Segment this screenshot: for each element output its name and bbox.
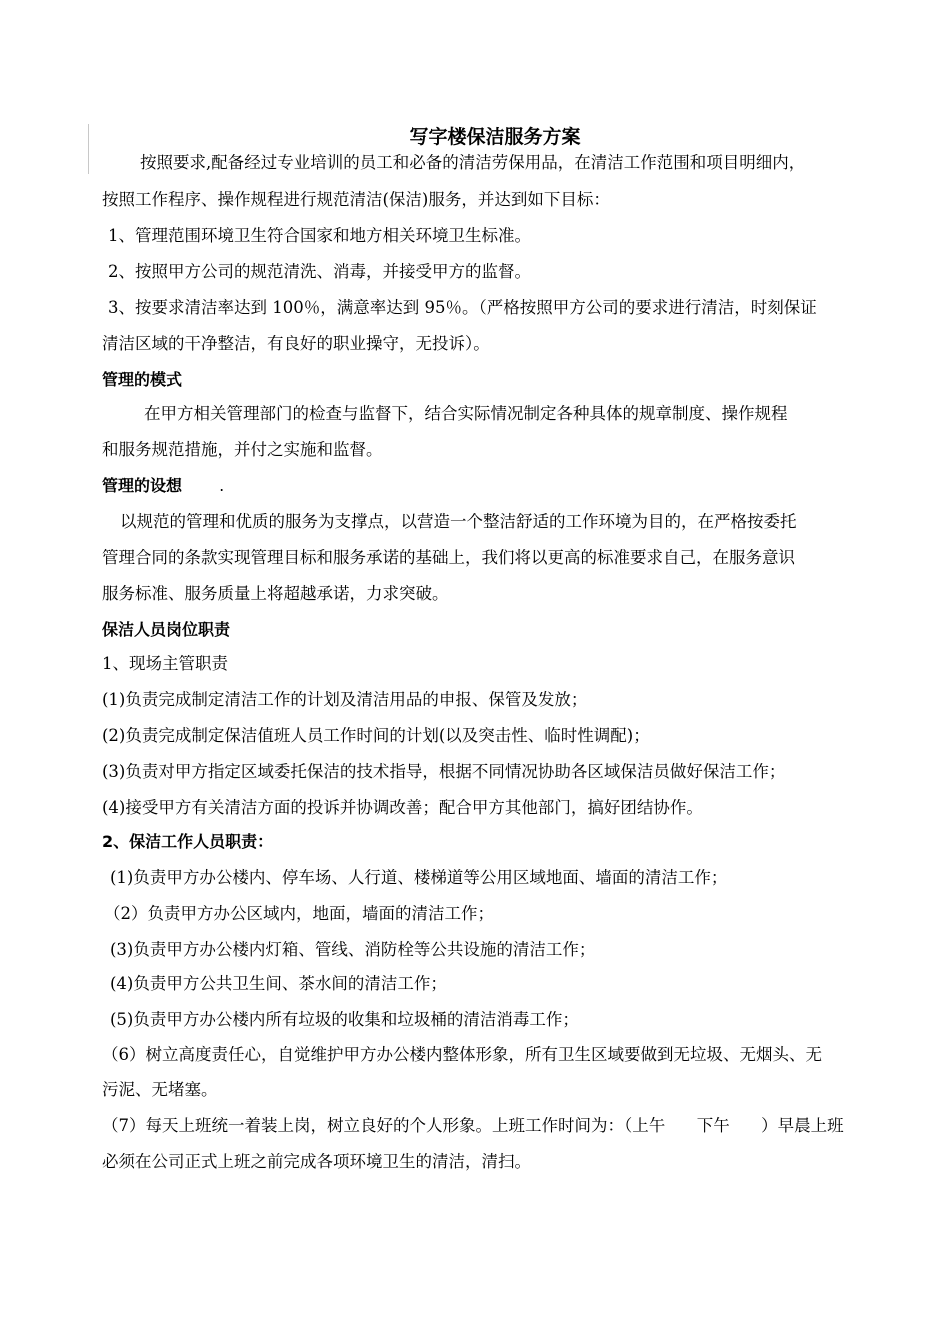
concept-heading-text: 管理的设想 — [102, 476, 183, 495]
staff-duty-5: (5)负责甲方办公楼内所有垃圾的收集和垃圾桶的清洁消毒工作； — [110, 1010, 579, 1029]
goal-1: 1、管理范围环境卫生符合国家和地方相关环境卫生标准。 — [108, 226, 531, 245]
staff-duty-7: （7）每天上班统一着装上岗，树立良好的个人形象。上班工作时间为：（上午 下午 ）早晨上班 — [102, 1116, 844, 1135]
staff-heading: 2、保洁工作人员职责： — [102, 832, 274, 851]
concept-line-1: 以规范的管理和优质的服务为支撑点，以营造一个整洁舒适的工作环境为目的，在严格按委托 — [120, 512, 797, 531]
concept-line-2: 管理合同的条款实现管理目标和服务承诺的基础上，我们将以更高的标准要求自己，在服务意识 — [102, 548, 795, 567]
section-heading-duties: 保洁人员岗位职责 — [102, 620, 231, 639]
supervisor-duty-2: (2)负责完成制定保洁值班人员工作时间的计划(以及突击性、临时性调配)； — [102, 726, 650, 745]
mode-line-2: 和服务规范措施，并付之实施和监督。 — [102, 440, 383, 459]
staff-duty-1: (1)负责甲方办公楼内、停车场、人行道、楼梯道等公用区域地面、墙面的清洁工作； — [110, 868, 728, 887]
mode-line-1: 在甲方相关管理部门的检查与监督下，结合实际情况制定各种具体的规章制度、操作规程 — [144, 404, 788, 423]
goal-3-continued: 清洁区域的干净整洁，有良好的职业操守，无投诉）。 — [102, 334, 490, 353]
supervisor-duty-1: (1)负责完成制定清洁工作的计划及清洁用品的申报、保管及发放； — [102, 690, 588, 709]
goal-2: 2、按照甲方公司的规范清洗、消毒，并接受甲方的监督。 — [108, 262, 531, 281]
staff-duty-6-continued: 污泥、无堵塞。 — [102, 1080, 218, 1099]
supervisor-heading: 1、现场主管职责 — [102, 654, 228, 673]
goal-3: 3、按要求清洁率达到 100％，满意率达到 95％。（严格按照甲方公司的要求进行清洁，时刻保证 — [108, 298, 817, 317]
staff-duty-4: (4)负责甲方公共卫生间、茶水间的清洁工作； — [110, 974, 447, 993]
document-title: 写字楼保洁服务方案 — [409, 126, 581, 148]
supervisor-duty-4: (4)接受甲方有关清洁方面的投诉并协调改善；配合甲方其他部门，搞好团结协作。 — [102, 798, 703, 817]
section-heading-mode: 管理的模式 — [102, 370, 183, 389]
supervisor-duty-3: (3)负责对甲方指定区域委托保洁的技术指导，根据不同情况协助各区域保洁员做好保洁工作； — [102, 762, 786, 781]
intro-line-2: 按照工作程序、操作规程进行规范清洁(保洁)服务，并达到如下目标： — [102, 190, 610, 209]
intro-line-1: 按照要求,配备经过专业培训的员工和必备的清洁劳保用品，在清洁工作范围和项目明细内， — [140, 153, 806, 172]
concept-line-3: 服务标准、服务质量上将超越承诺，力求突破。 — [102, 584, 449, 603]
section-heading-concept — [102, 475, 224, 497]
staff-duty-3: (3)负责甲方办公楼内灯箱、管线、消防栓等公共设施的清洁工作； — [110, 940, 596, 959]
staff-duty-7-continued: 必须在公司正式上班之前完成各项环境卫生的清洁，清扫。 — [102, 1152, 531, 1171]
staff-duty-6: （6）树立高度责任心，自觉维护甲方办公楼内整体形象，所有卫生区域要做到无垃圾、无烟头、无 — [102, 1045, 822, 1064]
concept-heading-suffix: . — [219, 476, 225, 495]
staff-duty-2: （2）负责甲方办公区域内，地面，墙面的清洁工作； — [104, 904, 494, 923]
